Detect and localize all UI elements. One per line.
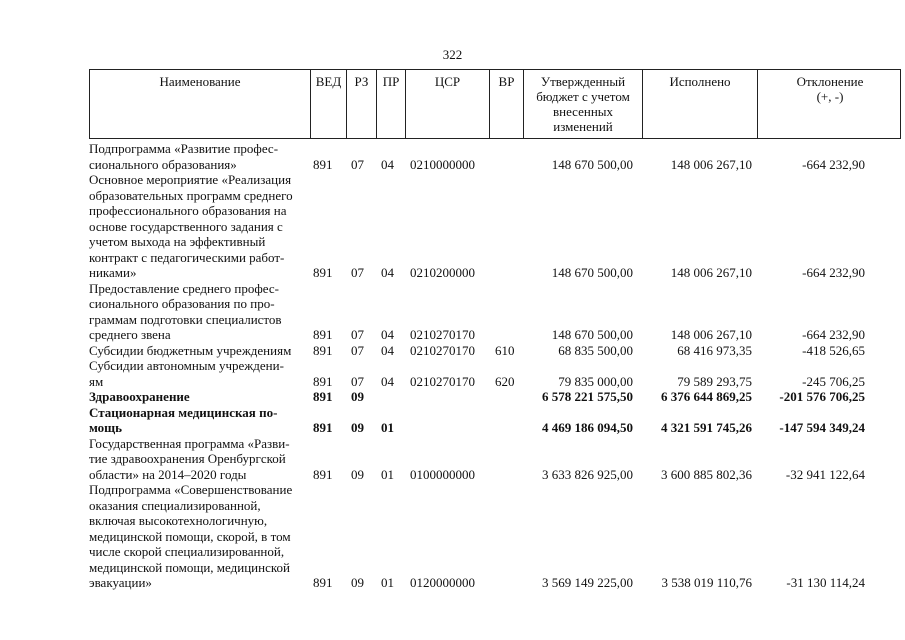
- ved-cell: 891: [313, 156, 333, 172]
- deviation-cell: -418 526,65: [802, 342, 865, 358]
- deviation-cell: -664 232,90: [802, 265, 865, 280]
- header-ved: ВЕД: [310, 70, 346, 138]
- header-budget: Утвержденный бюджет с учетом внесенных изменений: [523, 70, 642, 138]
- pr-cell: 01: [381, 420, 394, 435]
- budget-cell: 148 670 500,00: [551, 265, 633, 280]
- done-cell: 148 006 267,10: [670, 327, 752, 342]
- pr-cell: 04: [381, 342, 394, 358]
- header-done: Исполнено: [642, 70, 757, 138]
- budget-cell: 3 633 826 925,00: [542, 466, 633, 482]
- done-cell: 3 600 885 802,36: [661, 466, 752, 482]
- pr-cell: 04: [381, 327, 394, 342]
- ved-cell: 891: [313, 575, 333, 590]
- csr-cell: 0210270170: [410, 373, 475, 389]
- budget-cell: 148 670 500,00: [551, 156, 633, 172]
- table-row: [89, 405, 901, 436]
- ved-cell: 891: [313, 327, 333, 342]
- vr-cell: 610: [495, 342, 515, 358]
- csr-cell: 0120000000: [410, 575, 475, 590]
- header-csr: ЦСР: [405, 70, 489, 138]
- deviation-cell: -664 232,90: [802, 156, 865, 172]
- header-name: Наименование: [159, 74, 241, 89]
- row-name: Основное мероприятие «Реализация образовательных программ среднего профессионального образования на основе государственного задания с учетом выхода на эффективный контракт с педагогическими работ- никами»: [89, 172, 293, 280]
- done-cell: 3 538 019 110,76: [661, 575, 752, 590]
- row-name: Предоставление среднего профес- сионального образования по про- граммам подготовки специалистов среднего звена: [89, 280, 282, 342]
- table-row: [89, 389, 901, 405]
- rz-cell: 07: [351, 265, 364, 280]
- deviation-cell: -32 941 122,64: [785, 466, 865, 482]
- budget-cell: 6 578 221 575,50: [542, 389, 633, 404]
- deviation-cell: -31 130 114,24: [786, 575, 865, 590]
- csr-cell: 0210200000: [410, 265, 475, 280]
- row-name: Стационарная медицинская по- мощь: [89, 404, 278, 435]
- csr-cell: 0100000000: [410, 466, 475, 482]
- csr-cell: 0210270170: [410, 327, 475, 342]
- header-pr: ПР: [376, 70, 405, 138]
- table-body: [89, 141, 901, 591]
- pr-cell: 01: [381, 466, 394, 482]
- rz-cell: 07: [351, 373, 364, 389]
- ved-cell: 891: [313, 342, 333, 358]
- ved-cell: 891: [313, 420, 333, 435]
- ved-cell: 891: [313, 466, 333, 482]
- table-row: [89, 172, 901, 281]
- deviation-cell: -245 706,25: [802, 373, 865, 389]
- table-row: [89, 436, 901, 483]
- rz-cell: 07: [351, 342, 364, 358]
- csr-cell: 0210270170: [410, 342, 475, 358]
- pr-cell: 04: [381, 265, 394, 280]
- done-cell: 148 006 267,10: [670, 265, 752, 280]
- budget-cell: 3 569 149 225,00: [542, 575, 633, 590]
- done-cell: 68 416 973,35: [677, 342, 752, 358]
- table-row: [89, 281, 901, 343]
- deviation-cell: -147 594 349,24: [779, 420, 865, 435]
- csr-cell: 0210000000: [410, 156, 475, 172]
- header-rz: РЗ: [346, 70, 376, 138]
- pr-cell: 04: [381, 156, 394, 172]
- done-cell: 148 006 267,10: [670, 156, 752, 172]
- table-row: [89, 482, 901, 591]
- budget-cell: 68 835 500,00: [558, 342, 633, 358]
- budget-cell: 148 670 500,00: [551, 327, 633, 342]
- pr-cell: 04: [381, 373, 394, 389]
- rz-cell: 09: [351, 466, 364, 482]
- row-name: Субсидии бюджетным учреждениям: [89, 342, 292, 358]
- table-row: [89, 141, 901, 172]
- vr-cell: 620: [495, 373, 515, 389]
- header-deviation: Отклонение (+, -): [757, 70, 902, 138]
- table-row: [89, 358, 901, 389]
- pr-cell: 01: [381, 575, 394, 590]
- page-number: 322: [442, 47, 463, 62]
- ved-cell: 891: [313, 389, 333, 404]
- done-cell: 4 321 591 745,26: [661, 420, 752, 435]
- budget-cell: 79 835 000,00: [558, 373, 633, 389]
- rz-cell: 09: [351, 389, 364, 404]
- done-cell: 79 589 293,75: [677, 373, 752, 389]
- row-name: Здравоохранение: [89, 389, 190, 404]
- header-vr: ВР: [489, 70, 523, 138]
- budget-cell: 4 469 186 094,50: [542, 420, 633, 435]
- rz-cell: 07: [351, 156, 364, 172]
- ved-cell: 891: [313, 373, 333, 389]
- ved-cell: 891: [313, 265, 333, 280]
- deviation-cell: -201 576 706,25: [779, 389, 865, 404]
- row-name: Подпрограмма «Развитие профес- сионального образования»: [89, 141, 279, 172]
- table-row: [89, 343, 901, 359]
- row-name: Государственная программа «Разви- тие здравоохранения Оренбургской области» на 2014–2020 годы: [89, 435, 290, 482]
- deviation-cell: -664 232,90: [802, 327, 865, 342]
- row-name: Подпрограмма «Совершенствование оказания специализированной, включая высокотехнологичную, медицинской помощи, скорой, в том числе скорой специализированной, медицинской помощи, медицинской эвакуации»: [89, 482, 293, 590]
- rz-cell: 07: [351, 327, 364, 342]
- done-cell: 6 376 644 869,25: [661, 389, 752, 404]
- row-name: Субсидии автономным учреждени- ям: [89, 358, 284, 389]
- rz-cell: 09: [351, 420, 364, 435]
- table-header: [89, 69, 901, 139]
- rz-cell: 09: [351, 575, 364, 590]
